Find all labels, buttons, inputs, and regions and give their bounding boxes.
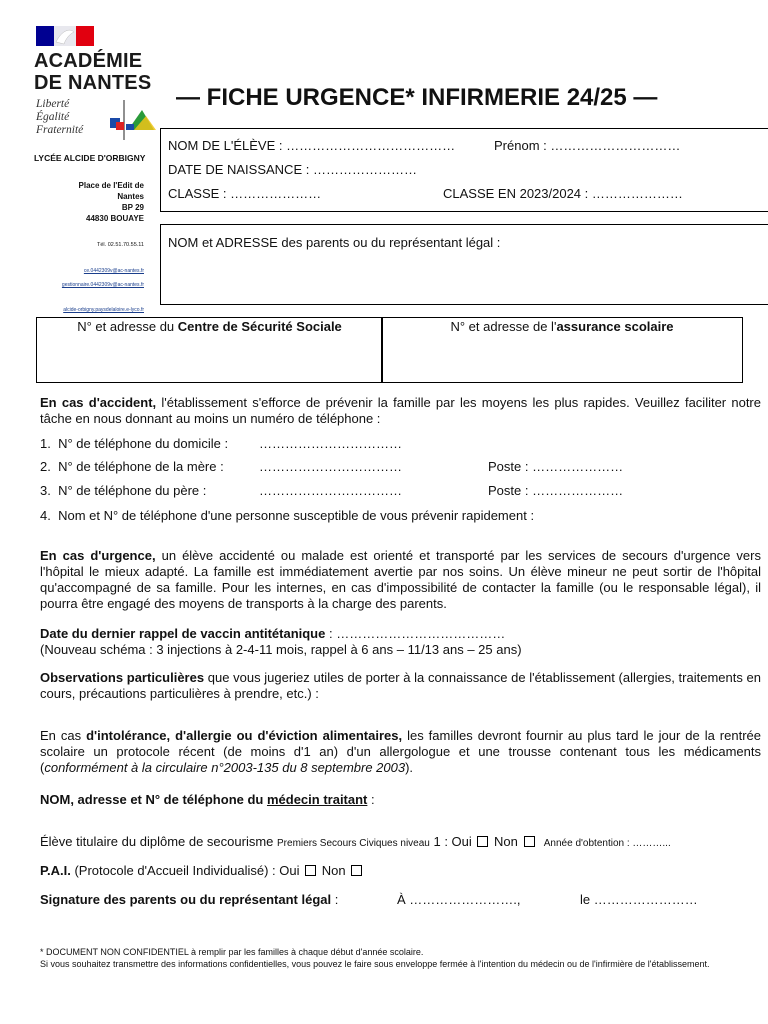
academy-line2: DE NANTES bbox=[34, 72, 152, 94]
social-security-box[interactable] bbox=[36, 317, 383, 383]
social-security-label: N° et adresse du Centre de Sécurité Sociale bbox=[77, 319, 342, 334]
student-firstname-field[interactable]: Prénom : ………………………… bbox=[494, 138, 681, 153]
page-title: — FICHE URGENCE* INFIRMERIE 24/25 — bbox=[176, 84, 658, 111]
footnote-line1: * DOCUMENT NON CONFIDENTIEL à remplir par les familles à chaque début d'année scolaire. bbox=[40, 947, 424, 957]
previous-class-field[interactable]: CLASSE EN 2023/2024 : ………………… bbox=[443, 186, 683, 201]
class-field[interactable]: CLASSE : ………………… bbox=[168, 186, 322, 201]
pai-yes-checkbox[interactable] bbox=[305, 865, 316, 876]
address-line: 44830 BOUAYE bbox=[86, 214, 144, 223]
footnote bbox=[40, 946, 760, 970]
school-name: LYCÉE ALCIDE D'ORBIGNY bbox=[34, 153, 146, 163]
father-extension-field[interactable]: Poste : ………………… bbox=[488, 483, 624, 498]
email-link[interactable]: ce.0442309v@ac-nantes.fr bbox=[83, 268, 144, 274]
academy-line1: ACADÉMIE bbox=[34, 50, 143, 72]
vaccine-schedule-note: (Nouveau schéma : 3 injections à 2-4-11 mois, rappel à 6 ans – 11/13 ans – 25 ans) bbox=[40, 642, 522, 657]
motto-liberte: Liberté bbox=[36, 98, 70, 110]
phone-item-contact: 4. Nom et N° de téléphone d'une personne susceptible de vous prévenir rapidement : bbox=[40, 508, 535, 523]
footnote-line2: Si vous souhaitez transmettre des informations confidentielles, vous pouvez le faire sous enveloppe fermée à l'intention du médecin ou de l'infirmière de l'établissement. bbox=[40, 959, 710, 969]
phone-mother-field[interactable]: …………………………… bbox=[259, 459, 402, 474]
student-info-box bbox=[160, 128, 768, 212]
birthdate-field[interactable]: DATE DE NAISSANCE : …………………… bbox=[168, 162, 417, 177]
academy-name bbox=[34, 50, 151, 94]
parents-address-box[interactable] bbox=[160, 224, 768, 305]
parents-address-label: NOM et ADRESSE des parents ou du représentant légal : bbox=[168, 235, 501, 250]
signature-place-field[interactable]: À ……………………., bbox=[397, 892, 521, 907]
first-aid-line: Élève titulaire du diplôme de secourisme Premiers Secours Civiques niveau 1 : Oui Non Année d'obtention : ………... bbox=[40, 834, 671, 849]
phone-home-field[interactable]: …………………………… bbox=[259, 436, 402, 451]
tetanus-vaccine-field[interactable]: Date du dernier rappel de vaccin antitétanique : ………………………………… bbox=[40, 626, 506, 641]
emergency-paragraph: En cas d'urgence, un élève accidenté ou malade est orienté et transporté par les services de secours d'urgence vers l'hôpital le mieux adapté. La famille est immédiatement avertie par nos soins. Un élève mineur ne peut sortir de l'hôpital qu'accompagné de sa famille. Pour les internes, en cas d'impossibilité de contacter la famille (ou le responsable légal), il pourra être engagé des moyens de transports à la charge des parents. bbox=[40, 548, 761, 611]
signature-date-field[interactable]: le …………………… bbox=[580, 892, 698, 907]
first-aid-no-checkbox[interactable] bbox=[524, 836, 535, 847]
first-aid-year-field[interactable]: Année d'obtention : ………... bbox=[543, 838, 671, 849]
motto-egalite: Égalité bbox=[36, 111, 70, 123]
email-gestionnaire-link[interactable]: gestionnaire.0442309v@ac-nantes.fr bbox=[61, 282, 144, 288]
address-line: Place de l'Edit de bbox=[78, 181, 144, 190]
school-insurance-label: N° et adresse de l'assurance scolaire bbox=[450, 319, 674, 334]
school-insurance-box[interactable] bbox=[381, 317, 743, 383]
student-name-field[interactable]: NOM DE L'ÉLÈVE : ………………………………… bbox=[168, 138, 456, 153]
lycee-logo bbox=[106, 100, 162, 140]
accident-paragraph: En cas d'accident, l'établissement s'efforce de prévenir la famille par les moyens les plus rapides. Veuillez faciliter notre tâche en nous donnant au moins un numéro de téléphone : bbox=[40, 395, 761, 426]
website-link[interactable]: alcide-orbigny.paysdelaloire.e-lyco.fr bbox=[63, 307, 144, 313]
intolerance-paragraph: En cas d'intolérance, d'allergie ou d'éviction alimentaires, les familles devront fournir au plus tard le jour de la rentrée scolaire un protocole récent (de moins d'1 an) d'un allergologue et une trousse contenant tous les médicaments (conformément à la circulaire n°2003-135 du 8 septembre 2003). bbox=[40, 728, 761, 775]
school-address bbox=[40, 180, 144, 224]
pai-line: P.A.I. (Protocole d'Accueil Individualisé) : Oui Non bbox=[40, 863, 364, 878]
phone-father-field[interactable]: …………………………… bbox=[259, 483, 402, 498]
doctor-field-label: NOM, adresse et N° de téléphone du médecin traitant : bbox=[40, 792, 375, 807]
marianne-logo bbox=[36, 26, 94, 46]
motto bbox=[36, 98, 83, 137]
phone-item-home: 1. N° de téléphone du domicile : bbox=[40, 436, 229, 451]
phone-item-mother: 2. N° de téléphone de la mère : bbox=[40, 459, 224, 474]
school-phone: Tél. 02.51.70.55.11 bbox=[97, 242, 144, 248]
phone-item-father: 3. N° de téléphone du père : bbox=[40, 483, 207, 498]
mother-extension-field[interactable]: Poste : ………………… bbox=[488, 459, 624, 474]
first-aid-yes-checkbox[interactable] bbox=[477, 836, 488, 847]
observations-paragraph: Observations particulières que vous jugeriez utiles de porter à la connaissance de l'établissement (allergies, traitements en cours, précautions particulières à prendre, etc.) : bbox=[40, 670, 761, 701]
signature-label: Signature des parents ou du représentant légal : bbox=[40, 892, 339, 907]
motto-fraternite: Fraternité bbox=[36, 124, 84, 136]
address-line: BP 29 bbox=[121, 203, 144, 212]
address-line: Nantes bbox=[117, 192, 144, 201]
pai-no-checkbox[interactable] bbox=[351, 865, 362, 876]
